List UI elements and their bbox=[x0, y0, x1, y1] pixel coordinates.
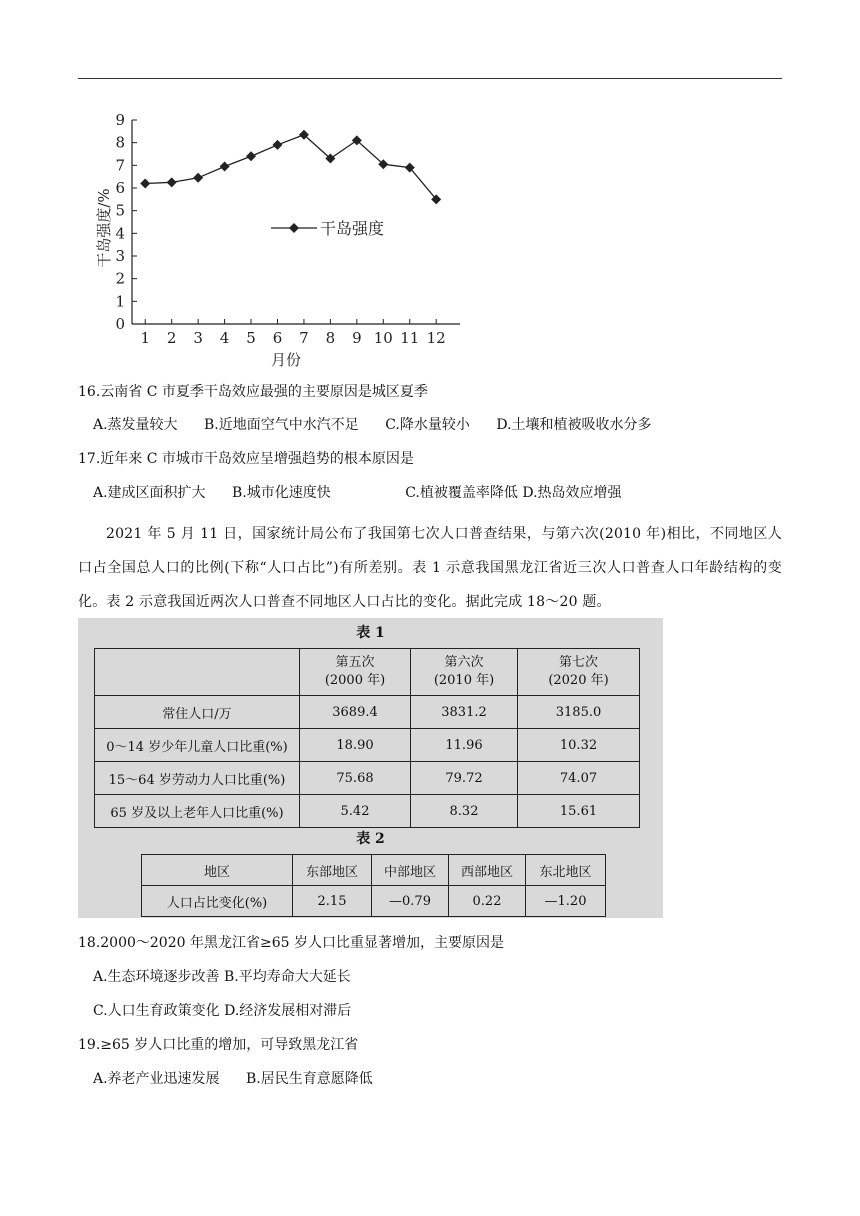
cell: —1.20 bbox=[526, 886, 606, 917]
data-point bbox=[272, 140, 282, 150]
q17-option-c[interactable]: C.植被覆盖率降低 bbox=[405, 485, 518, 501]
x-tick-label: 3 bbox=[193, 329, 203, 347]
y-tick-label: 2 bbox=[115, 269, 125, 288]
dry-island-chart bbox=[88, 108, 468, 373]
table2-caption: 表 2 bbox=[356, 831, 385, 847]
table1 bbox=[94, 648, 640, 828]
q18-option-a[interactable]: A.生态环境逐步改善 bbox=[93, 969, 220, 985]
table1-header-cell bbox=[518, 649, 640, 696]
table-row bbox=[95, 729, 640, 762]
q18-option-c[interactable]: C.人口生育政策变化 bbox=[93, 1003, 220, 1019]
cell: 11.96 bbox=[411, 729, 518, 762]
x-tick-label: 2 bbox=[166, 329, 177, 347]
x-tick-label: 9 bbox=[352, 329, 362, 347]
q19-options bbox=[93, 1069, 395, 1089]
q16-options bbox=[93, 415, 674, 435]
y-tick-label: 6 bbox=[115, 179, 125, 197]
tables-panel bbox=[78, 618, 663, 918]
q18-options-row2 bbox=[93, 1001, 373, 1021]
table-row bbox=[95, 696, 640, 729]
data-point bbox=[167, 177, 177, 187]
table1-header-row bbox=[95, 649, 640, 696]
header-year2020: (2020 年) bbox=[548, 673, 609, 688]
series-line bbox=[145, 135, 436, 200]
header-cell: 东北地区 bbox=[526, 855, 606, 886]
table-row bbox=[95, 795, 640, 828]
header-cell: 东部地区 bbox=[293, 855, 372, 886]
table1-header-cell bbox=[411, 649, 518, 696]
q16-option-d[interactable]: D.土壤和植被吸收水分多 bbox=[496, 417, 652, 433]
data-point bbox=[220, 161, 230, 171]
x-tick-label: 11 bbox=[400, 329, 420, 347]
q16-option-a[interactable]: A.蒸发量较大 bbox=[93, 417, 178, 433]
cell: 10.32 bbox=[518, 729, 640, 762]
y-tick-label: 3 bbox=[115, 247, 125, 265]
row-label: 15～64 岁劳动力人口比重(%) bbox=[95, 762, 300, 795]
header-year2010: (2010 年) bbox=[433, 673, 495, 688]
header-census5: 第五次 bbox=[335, 655, 375, 670]
data-point bbox=[140, 178, 150, 188]
x-tick-label: 7 bbox=[299, 329, 309, 347]
cell: 5.42 bbox=[300, 795, 411, 828]
cell: 18.90 bbox=[300, 729, 411, 762]
header-census7: 第七次 bbox=[558, 655, 598, 670]
cell: 0.22 bbox=[449, 886, 526, 917]
q18-stem: 18.2000～2020 年黑龙江省≥65 岁人口比重显著增加，主要原因是 bbox=[78, 935, 504, 951]
table1-corner bbox=[95, 649, 300, 696]
data-point bbox=[193, 173, 203, 183]
q16-stem: 16.云南省 C 市夏季干岛效应最强的主要原因是城区夏季 bbox=[78, 384, 428, 400]
header-census6: 第六次 bbox=[444, 655, 484, 670]
cell: 74.07 bbox=[518, 762, 640, 795]
y-tick-label: 7 bbox=[115, 156, 125, 175]
row-label: 人口占比变化(%) bbox=[142, 886, 293, 917]
y-tick-label: 8 bbox=[115, 133, 125, 152]
cell: 15.61 bbox=[518, 795, 640, 828]
x-tick-label: 1 bbox=[140, 329, 150, 347]
intro-paragraph: 2021 年 5 月 11 日，国家统计局公布了我国第七次人口普查结果，与第六次(2010 年)相比，不同地区人口占全国总人口的比例(下称“人口占比”)有所差别。表 1 示意我国黑龙江省近三次人口普查人口年龄结构的变化。表 2 示意我国近两次人口普查不同地区人口占比的变化。据此完成 18～20 题。 bbox=[78, 526, 782, 610]
x-tick-label: 10 bbox=[373, 329, 393, 347]
x-tick-label: 12 bbox=[426, 329, 446, 347]
y-tick-label: 9 bbox=[115, 111, 125, 129]
x-tick-label: 4 bbox=[219, 329, 230, 347]
q17-option-a[interactable]: A.建成区面积扩大 bbox=[93, 485, 206, 501]
y-tick-label: 5 bbox=[115, 201, 125, 220]
q17-option-b[interactable]: B.城市化速度快 bbox=[232, 485, 331, 501]
table2-header-row bbox=[142, 855, 606, 886]
legend-label: 干岛强度 bbox=[320, 219, 385, 238]
q17-stem: 17.近年来 C 市城市干岛效应呈增强趋势的根本原因是 bbox=[78, 451, 414, 467]
q16-option-b[interactable]: B.近地面空气中水汽不足 bbox=[204, 417, 359, 433]
cell: 8.32 bbox=[411, 795, 518, 828]
table2 bbox=[141, 854, 606, 917]
row-label: 常住人口/万 bbox=[95, 696, 300, 729]
header-cell: 中部地区 bbox=[372, 855, 449, 886]
header-rule bbox=[78, 78, 782, 79]
header-year2000: (2000 年) bbox=[324, 673, 386, 688]
y-tick-label: 0 bbox=[115, 315, 125, 333]
row-label: 65 岁及以上老年人口比重(%) bbox=[95, 795, 300, 828]
cell: —0.79 bbox=[372, 886, 449, 917]
x-tick-label: 6 bbox=[272, 329, 283, 347]
table1-caption: 表 1 bbox=[356, 625, 385, 641]
y-tick-label: 4 bbox=[115, 224, 125, 243]
x-axis-label: 月份 bbox=[270, 351, 302, 369]
cell: 3185.0 bbox=[518, 696, 640, 729]
data-point bbox=[246, 151, 256, 161]
cell: 2.15 bbox=[293, 886, 372, 917]
q18-options-row1 bbox=[93, 967, 373, 987]
q17-options bbox=[93, 483, 644, 503]
cell: 3689.4 bbox=[300, 696, 411, 729]
q18-option-d[interactable]: D.经济发展相对滞后 bbox=[224, 1003, 352, 1019]
q19-option-b[interactable]: B.居民生育意愿降低 bbox=[246, 1071, 373, 1087]
cell: 79.72 bbox=[411, 762, 518, 795]
chart-svg bbox=[88, 108, 468, 373]
cell: 75.68 bbox=[300, 762, 411, 795]
x-tick-label: 5 bbox=[246, 329, 256, 347]
y-axis-label: 干岛强度/% bbox=[95, 188, 113, 268]
q17-option-d[interactable]: D.热岛效应增强 bbox=[522, 485, 622, 501]
table-row bbox=[95, 762, 640, 795]
cell: 3831.2 bbox=[411, 696, 518, 729]
row-label: 0～14 岁少年儿童人口比重(%) bbox=[95, 729, 300, 762]
legend-marker bbox=[289, 223, 299, 233]
header-cell: 西部地区 bbox=[449, 855, 526, 886]
q19-stem: 19.≥65 岁人口比重的增加，可导致黑龙江省 bbox=[78, 1037, 359, 1053]
x-tick-label: 8 bbox=[325, 329, 336, 347]
q16-option-c[interactable]: C.降水量较小 bbox=[385, 417, 470, 433]
q19-option-a[interactable]: A.养老产业迅速发展 bbox=[93, 1071, 220, 1087]
table-row bbox=[142, 886, 606, 917]
header-cell: 地区 bbox=[142, 855, 293, 886]
y-tick-label: 1 bbox=[115, 292, 125, 311]
table1-header-cell bbox=[300, 649, 411, 696]
q18-option-b[interactable]: B.平均寿命大大延长 bbox=[224, 969, 351, 985]
